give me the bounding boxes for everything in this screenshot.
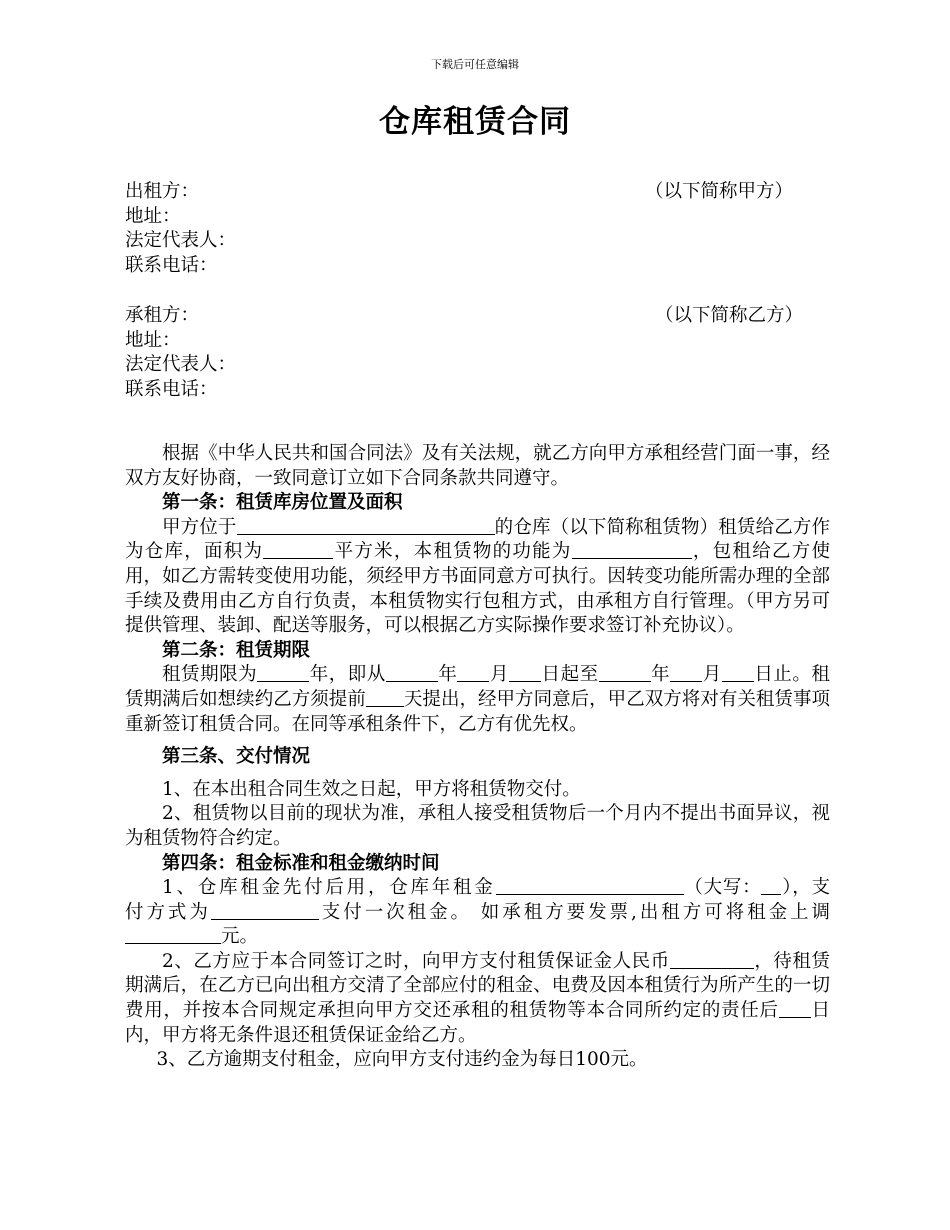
party-a-representative: 法定代表人： xyxy=(125,230,237,251)
art2-text-8: 日止。租赁期满后如想续约乙方须提前 xyxy=(125,664,830,710)
refund-days-blank[interactable] xyxy=(779,999,811,1018)
party-a-block xyxy=(125,180,845,278)
art2-text-9: 天提出，经甲方同意后，甲乙双方将对有关租赁事项重新签订租赁合同。在同等承租条件下，乙方有优先权。 xyxy=(125,688,830,735)
art4-item1-text-4: 支付一次租金。 如承租方要发票,出租方可将租金上调 xyxy=(318,901,830,923)
party-b-block xyxy=(125,304,845,402)
annual-rent-blank[interactable] xyxy=(496,876,684,895)
party-b-phone: 联系电话： xyxy=(125,378,218,400)
header-note: 下载后可任意编辑 xyxy=(431,58,519,71)
end-year-blank[interactable] xyxy=(599,663,651,682)
art1-text-1: 甲方位于 xyxy=(162,516,237,538)
start-day-blank[interactable] xyxy=(509,663,541,682)
rent-in-words-blank[interactable] xyxy=(761,876,781,895)
location-blank[interactable] xyxy=(237,516,495,535)
art2-text-6: 年 xyxy=(650,664,671,686)
article-2-heading: 第二条：租赁期限 xyxy=(162,639,311,661)
article-1-heading: 第一条：租赁库房位置及面积 xyxy=(162,492,403,514)
contract-body xyxy=(125,442,830,1073)
article-3-item-2: 2、租赁物以目前的现状为准，承租人接受租赁物后一个月内不提出书面异议，视为租赁物符合约定。 xyxy=(125,803,830,849)
payment-method-blank[interactable] xyxy=(211,901,319,920)
article-4-item-1 xyxy=(125,876,830,950)
party-b-representative: 法定代表人： xyxy=(125,354,237,375)
art1-text-4: ，包租给乙方使用，如乙方需转变使用功能，须经甲方书面同意方可执行。因转变功能所需办理的全部手续及费用由乙方自行负责，本租赁物实行包租方式，由承租方自行管理。（甲方另可提供管理、装卸、配送等服务，可以根据乙方实际操作要求签订补充协议）。 xyxy=(125,541,830,637)
article-4-item-3: 3、乙方逾期支付租金，应向甲方支付违约金为每日100元。 xyxy=(156,1049,648,1071)
notice-days-blank[interactable] xyxy=(366,688,404,707)
art2-text-2: 年，即从 xyxy=(309,664,386,686)
intro-paragraph: 根据《中华人民共和国合同法》及有关法规，就乙方向甲方承租经营门面一事，经双方友好协商，一致同意订立如下合同条款共同遵守。 xyxy=(125,443,830,489)
art4-item2-text-1: 2、乙方应于本合同签订之时，向甲方支付租赁保证金人民币 xyxy=(162,950,670,972)
art2-text-4: 月 xyxy=(489,664,509,686)
art2-text-5: 日起至 xyxy=(541,664,599,686)
party-a-alias: （以下简称甲方） xyxy=(645,181,794,202)
party-b-address: 地址： xyxy=(125,329,181,351)
art4-item1-text-3: ），支付方式为 xyxy=(125,877,830,923)
end-day-blank[interactable] xyxy=(722,663,754,682)
party-a-phone: 联系电话： xyxy=(125,254,218,276)
article-1-text xyxy=(125,516,830,639)
art1-text-3: 平方米，本租赁物的功能为 xyxy=(333,541,572,563)
art4-item1-text-2: （大写： xyxy=(683,877,762,899)
article-3-heading: 第三条、交付情况 xyxy=(162,746,311,768)
art2-text-1: 租赁期限为 xyxy=(162,664,258,686)
art4-item1-text-5: 元。 xyxy=(221,926,259,948)
party-b-alias: （以下简称乙方） xyxy=(655,305,804,326)
article-4-heading: 第四条：租金标准和租金缴纳时间 xyxy=(162,852,440,874)
article-4-item-2 xyxy=(125,950,830,1048)
area-blank[interactable] xyxy=(263,540,333,559)
art2-text-3: 年 xyxy=(437,664,458,686)
party-a-role: 出租方： xyxy=(125,181,200,202)
start-month-blank[interactable] xyxy=(457,663,489,682)
art4-item1-text-1: 1、仓库租金先付后用，仓库年租金 xyxy=(162,877,496,899)
function-blank[interactable] xyxy=(572,540,692,559)
party-a-address: 地址： xyxy=(125,205,181,227)
rent-increase-blank[interactable] xyxy=(125,925,221,944)
page-title: 仓库租赁合同 xyxy=(379,104,571,140)
art4-item2-text-2: ，待租赁期满后，在乙方已向出租方交清了全部应付的租金、电费及因本租赁行为所产生的一切费用，并按本合同规定承担向甲方交还承租的租赁物等本合同所约定的责任后 xyxy=(125,950,830,1022)
art1-text-2: 的仓库（以下简称租赁物）租赁给乙方作为仓库，面积为 xyxy=(125,516,830,563)
term-years-blank[interactable] xyxy=(257,663,309,682)
start-year-blank[interactable] xyxy=(386,663,438,682)
art4-item2-text-3: 日内，甲方将无条件退还租赁保证金给乙方。 xyxy=(125,1000,830,1046)
end-month-blank[interactable] xyxy=(670,663,702,682)
article-2-text xyxy=(125,663,830,737)
art2-text-7: 月 xyxy=(702,664,722,686)
article-3-item-1: 1、在本出租合同生效之日起，甲方将租赁物交付。 xyxy=(162,778,581,800)
deposit-blank[interactable] xyxy=(670,950,754,969)
party-b-role: 承租方： xyxy=(125,305,200,326)
